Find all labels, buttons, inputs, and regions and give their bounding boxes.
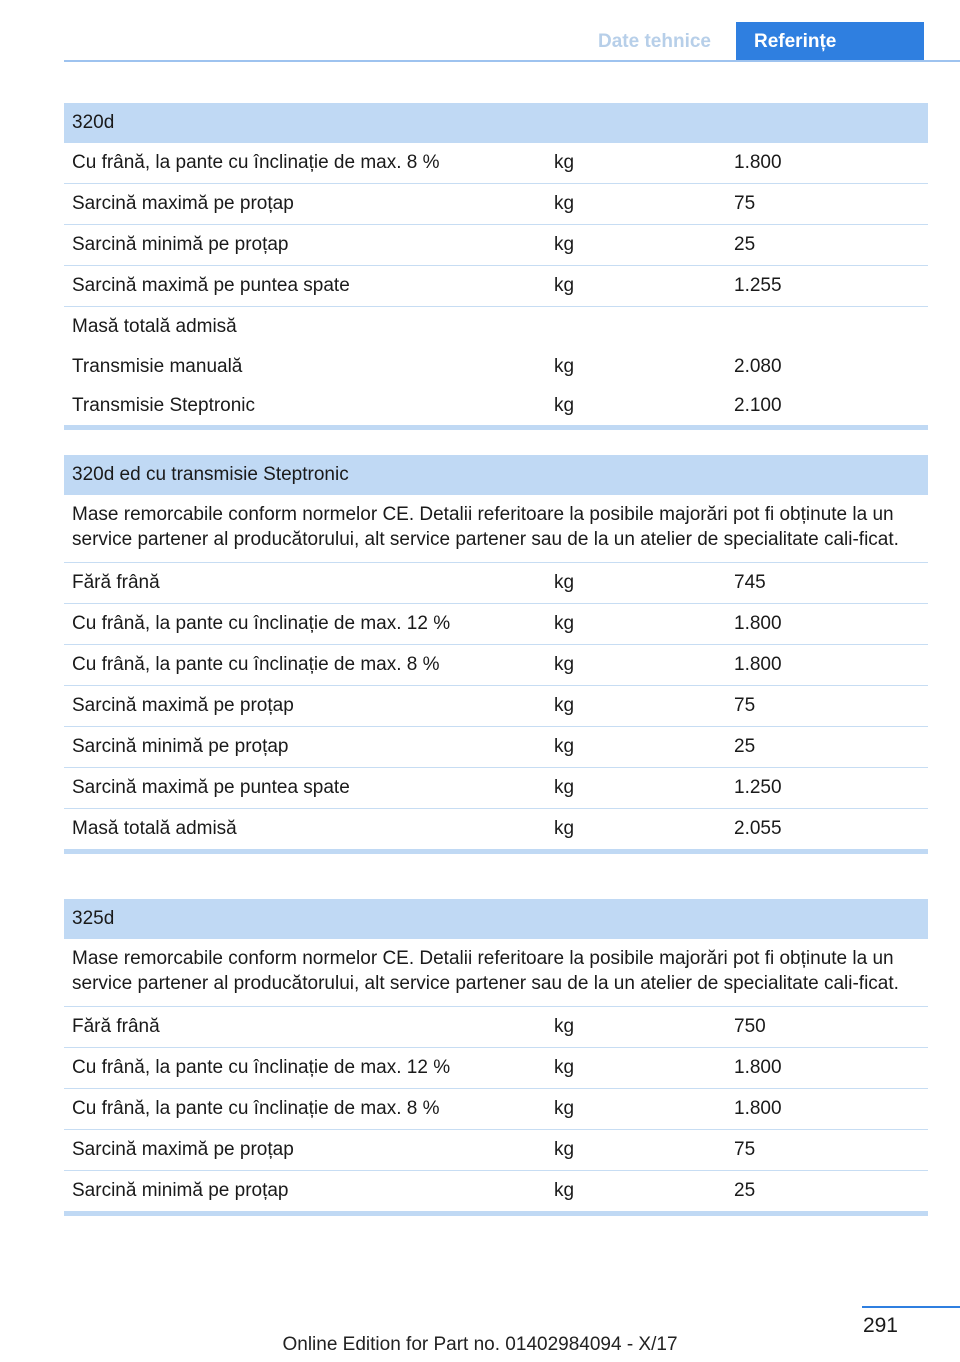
row-unit: kg xyxy=(554,818,575,839)
row-label: Cu frână, la pante cu înclinație de max. 8 % xyxy=(72,1098,440,1119)
section-end-bar xyxy=(64,1211,928,1216)
section-note: Mase remorcabile conform normelor CE. Detalii referitoare la posibile majorări pot fi obținute la un service partener al producătorului, alt service partener sau de la un atelier de specialitate cali-ficat. xyxy=(64,939,928,1007)
footer-rule xyxy=(862,1306,960,1308)
section-end-bar xyxy=(64,425,928,430)
row-value: 2.080 xyxy=(734,356,782,377)
row-label: Sarcină maximă pe proțap xyxy=(72,1139,294,1160)
row-unit xyxy=(546,307,726,347)
row-unit: kg xyxy=(554,1057,575,1078)
row-value: 2.055 xyxy=(734,818,782,839)
row-label: Masă totală admisă xyxy=(72,818,237,839)
row-label: Sarcină maximă pe proțap xyxy=(72,193,294,214)
row-label: Transmisie Steptronic xyxy=(72,395,256,416)
row-label: Sarcină maximă pe proțap xyxy=(72,695,294,716)
row-label: Cu frână, la pante cu înclinație de max. 12 % xyxy=(72,1057,451,1078)
row-label: Cu frână, la pante cu înclinație de max. 8 % xyxy=(72,654,440,675)
row-unit: kg xyxy=(554,356,575,377)
row-label: Masă totală admisă xyxy=(72,316,237,337)
row-value: 1.800 xyxy=(734,654,782,675)
row-label: Sarcină maximă pe puntea spate xyxy=(72,275,350,296)
row-label: Sarcină maximă pe puntea spate xyxy=(72,777,350,798)
row-label: Transmisie manuală xyxy=(72,356,243,377)
row-label: Cu frână, la pante cu înclinație de max. 8 % xyxy=(72,152,440,173)
edition-footer: Online Edition for Part no. 01402984094 - X/17 xyxy=(282,1334,678,1355)
row-value xyxy=(726,307,734,347)
row-value: 75 xyxy=(734,695,756,716)
section-note: Mase remorcabile conform normelor CE. Detalii referitoare la posibile majorări pot fi obținute la un service partener al producătorului, alt service partener sau de la un atelier de specialitate cali-ficat. xyxy=(64,495,928,563)
table-row xyxy=(64,727,928,768)
row-value: 1.255 xyxy=(734,275,782,296)
row-unit: kg xyxy=(554,234,575,255)
page-number: 291 xyxy=(862,1314,898,1337)
table-row xyxy=(64,768,928,809)
table-row xyxy=(64,225,928,266)
row-unit: kg xyxy=(554,572,575,593)
row-unit: kg xyxy=(554,275,575,296)
table-row xyxy=(64,809,928,849)
section-title: 320d xyxy=(64,103,928,143)
table-row xyxy=(64,604,928,645)
table-row xyxy=(64,1048,928,1089)
row-value: 25 xyxy=(734,736,756,757)
row-unit: kg xyxy=(554,695,575,716)
row-unit: kg xyxy=(554,1098,575,1119)
row-value: 1.800 xyxy=(734,152,782,173)
table-row xyxy=(64,184,928,225)
row-value: 1.800 xyxy=(734,1057,782,1078)
section-320d xyxy=(64,103,928,430)
row-unit: kg xyxy=(554,777,575,798)
row-value: 75 xyxy=(734,193,756,214)
table-row xyxy=(64,1171,928,1211)
row-label: Sarcină minimă pe proțap xyxy=(72,1180,289,1201)
row-unit: kg xyxy=(554,395,575,416)
page-header xyxy=(0,0,960,62)
table-row xyxy=(64,1130,928,1171)
section-320d-ed xyxy=(64,455,928,854)
row-label: Fără frână xyxy=(72,572,160,593)
row-unit: kg xyxy=(554,1016,575,1037)
row-unit: kg xyxy=(554,1180,575,1201)
table-row xyxy=(64,686,928,727)
row-unit: kg xyxy=(554,613,575,634)
table-row xyxy=(64,645,928,686)
row-unit: kg xyxy=(554,736,575,757)
table-row xyxy=(64,563,928,604)
row-label: Sarcină minimă pe proțap xyxy=(72,234,289,255)
row-value: 1.800 xyxy=(734,613,782,634)
tab-date-tehnice[interactable]: Date tehnice xyxy=(598,31,711,52)
row-value: 750 xyxy=(734,1016,766,1037)
tab-referinte[interactable]: Referințe xyxy=(736,22,924,62)
row-unit: kg xyxy=(554,193,575,214)
table-row xyxy=(64,347,928,386)
row-value: 75 xyxy=(734,1139,756,1160)
row-unit: kg xyxy=(554,1139,575,1160)
table-row xyxy=(64,1089,928,1130)
row-label: Sarcină minimă pe proțap xyxy=(72,736,289,757)
table-row xyxy=(64,266,928,307)
row-value: 2.100 xyxy=(734,395,782,416)
header-rule xyxy=(64,60,960,62)
table-row xyxy=(64,143,928,184)
row-value: 25 xyxy=(734,234,756,255)
table-row xyxy=(64,307,928,347)
section-title: 320d ed cu transmisie Steptronic xyxy=(64,455,928,495)
row-label: Fără frână xyxy=(72,1016,160,1037)
row-value: 1.250 xyxy=(734,777,782,798)
row-unit: kg xyxy=(554,654,575,675)
section-325d xyxy=(64,899,928,1216)
section-title: 325d xyxy=(64,899,928,939)
row-label: Cu frână, la pante cu înclinație de max. 12 % xyxy=(72,613,451,634)
table-row xyxy=(64,386,928,425)
row-value: 1.800 xyxy=(734,1098,782,1119)
table-row xyxy=(64,1007,928,1048)
row-value: 745 xyxy=(734,572,766,593)
section-end-bar xyxy=(64,849,928,854)
row-unit: kg xyxy=(554,152,575,173)
row-value: 25 xyxy=(734,1180,756,1201)
